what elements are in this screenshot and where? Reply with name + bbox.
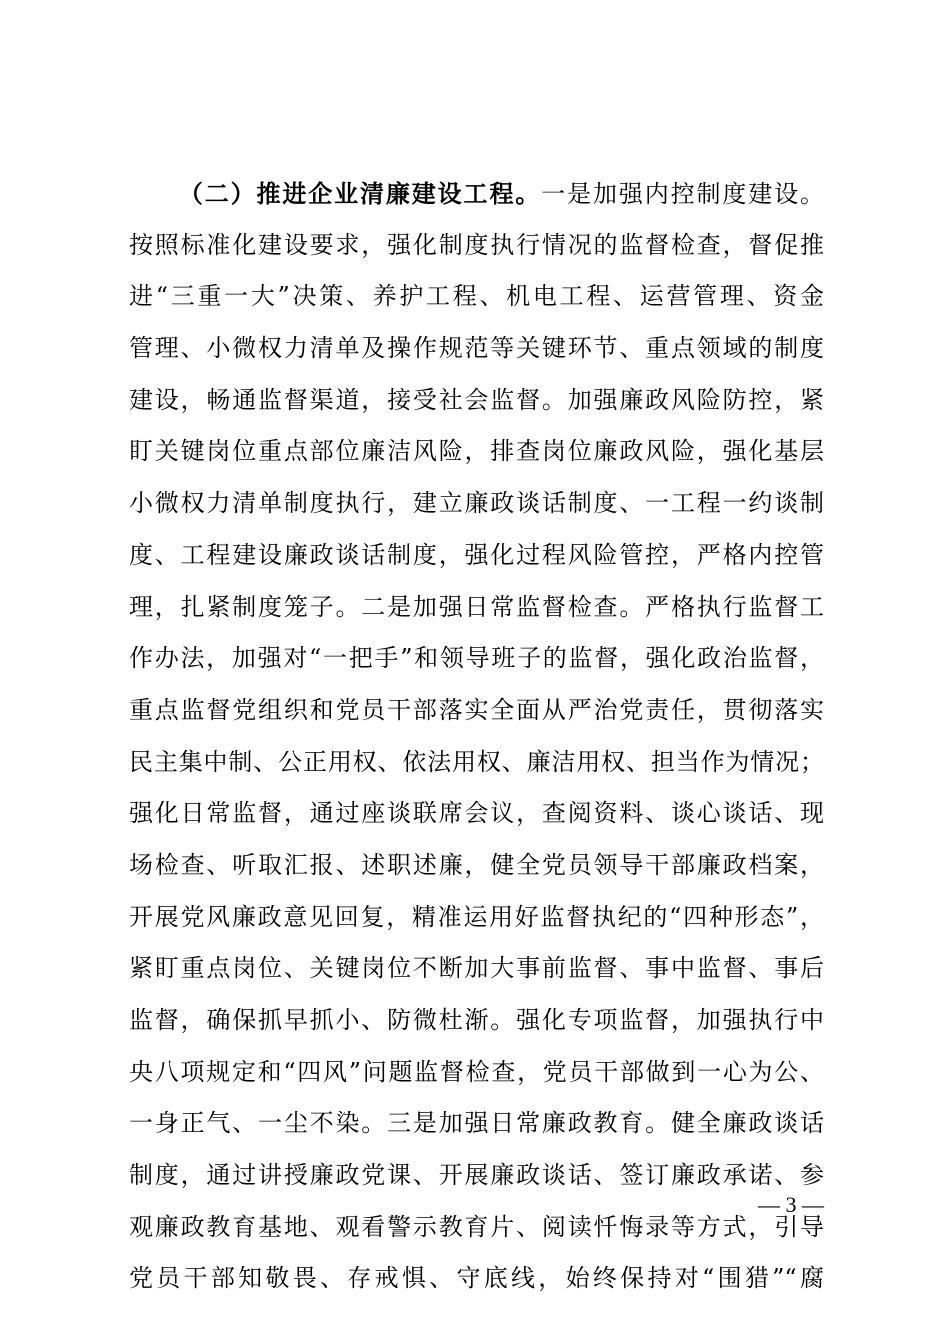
paragraph-line: 开展党风廉政意见回复，精准运用好监督执纪的“四种形态”， (129, 902, 824, 931)
paragraph-line: 场检查、听取汇报、述职述廉，健全党员领导干部廉政档案， (129, 850, 824, 879)
paragraph-line: 紧盯重点岗位、关键岗位不断加大事前监督、事中监督、事后 (129, 954, 824, 983)
body-paragraph (129, 168, 824, 1305)
paragraph-line: 按照标准化建设要求，强化制度执行情况的监督检查，督促推 (129, 230, 824, 259)
paragraph-line: 理，扎紧制度笼子。二是加强日常监督检查。严格执行监督工 (129, 592, 824, 621)
paragraph-line: 管理、小微权力清单及操作规范等关键环节、重点领域的制度 (129, 334, 824, 363)
paragraph-line: 重点监督党组织和党员干部落实全面从严治党责任，贯彻落实 (129, 695, 824, 724)
paragraph-line: 小微权力清单制度执行，建立廉政谈话制度、一工程一约谈制 (129, 489, 824, 518)
paragraph-line: 民主集中制、公正用权、依法用权、廉洁用权、担当作为情况； (129, 747, 824, 776)
paragraph-line: 强化日常监督，通过座谈联席会议，查阅资料、谈心谈话、现 (129, 799, 824, 828)
paragraph-line: 一身正气、一尘不染。三是加强日常廉政教育。健全廉政谈话 (129, 1109, 824, 1138)
section-heading: （二）推进企业清廉建设工程。 (177, 179, 542, 208)
paragraph-line: 央八项规定和“四风”问题监督检查，党员干部做到一心为公、 (129, 1057, 824, 1086)
paragraph-line: 党员干部知敬畏、存戒惧、守底线，始终保持对“围猎”“腐 (129, 1264, 824, 1293)
paragraph-line: 盯关键岗位重点部位廉洁风险，排查岗位廉政风险，强化基层 (129, 437, 824, 466)
paragraph-line: 度、工程建设廉政谈话制度，强化过程风险管控，严格内控管 (129, 540, 824, 569)
paragraph-line: 作办法，加强对“一把手”和领导班子的监督，强化政治监督， (129, 644, 824, 673)
paragraph-line-text: 一是加强内控制度建设。 (541, 180, 825, 208)
page-number: — 3 — (758, 1192, 824, 1217)
paragraph-line: 制度，通过讲授廉政党课、开展廉政谈话、签订廉政承诺、参 (129, 1161, 824, 1190)
paragraph-line: 建设，畅通监督渠道，接受社会监督。加强廉政风险防控，紧 (129, 385, 824, 414)
paragraph-line: 监督，确保抓早抓小、防微杜渐。强化专项监督，加强执行中 (129, 1006, 824, 1034)
paragraph-first-line (129, 168, 824, 220)
paragraph-line: 观廉政教育基地、观看警示教育片、阅读忏悔录等方式，引导 (129, 1212, 824, 1241)
paragraph-line: 进“三重一大”决策、养护工程、机电工程、运营管理、资金 (129, 282, 824, 311)
